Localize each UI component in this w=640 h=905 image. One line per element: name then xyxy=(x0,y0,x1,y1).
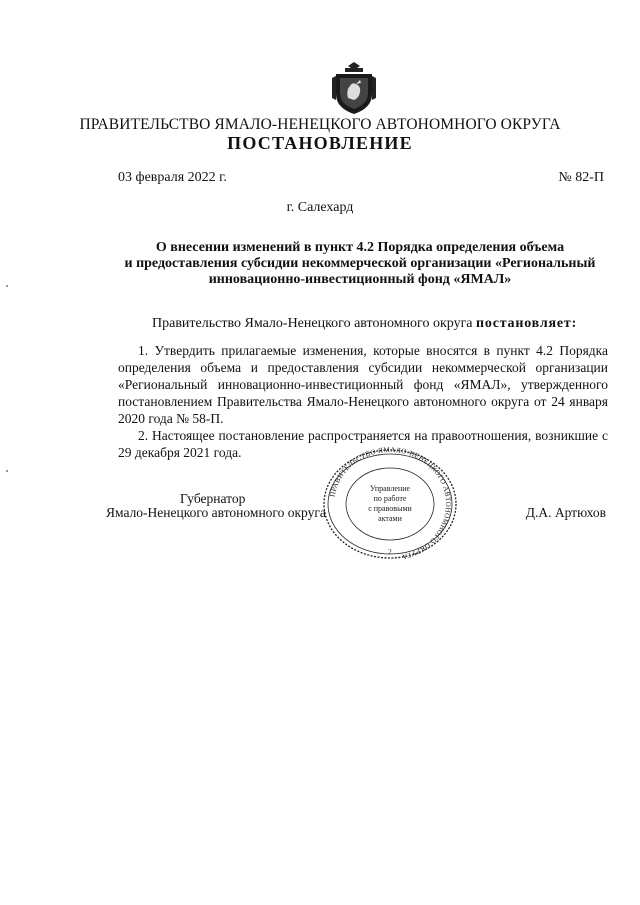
subject-line: и предоставления субсидии некоммерческой организации «Региональный xyxy=(124,256,596,271)
preamble-decree-word: постановляет: xyxy=(476,316,578,331)
scan-margin-mark xyxy=(6,470,8,472)
preamble-text: Правительство Ямало-Ненецкого автономного округа xyxy=(152,316,477,331)
coat-of-arms-icon xyxy=(330,60,378,116)
subject-line: О внесении изменений в пункт 4.2 Порядка определения объема xyxy=(155,240,565,255)
stamp-inner-line: с правовыми xyxy=(368,504,412,513)
subject-line: инновационно-инвестиционный фонд «ЯМАЛ» xyxy=(208,272,512,287)
signer-position: Губернатор xyxy=(180,491,246,506)
document-city: г. Салехард xyxy=(286,200,354,215)
document-subject xyxy=(90,240,630,288)
preamble xyxy=(152,316,577,332)
signer-organization: Ямало-Ненецкого автономного округа xyxy=(106,505,326,520)
stamp-number: 2 xyxy=(388,548,392,556)
stamp-outer-text: ПРАВИТЕЛЬСТВО ЯМАЛО-НЕНЕЦКОГО АВТОНОМНОГО ОКРУГА xyxy=(328,446,453,561)
signer-name: Д.А. Артюхов xyxy=(525,505,606,520)
official-stamp-icon xyxy=(320,446,460,562)
document-number: № 82-П xyxy=(558,170,604,185)
stamp-inner-line: актами xyxy=(378,514,402,523)
document-date: 03 февраля 2022 г. xyxy=(118,170,227,185)
stamp-inner-line: по работе xyxy=(373,494,407,503)
stamp-inner-line: Управление xyxy=(369,484,411,493)
government-title: ПРАВИТЕЛЬСТВО ЯМАЛО-НЕНЕЦКОГО АВТОНОМНОГО ОКРУГА xyxy=(79,116,561,133)
body-paragraph: 1. Утвердить прилагаемые изменения, которые вносятся в пункт 4.2 Порядка определения объема и предоставления субсидии некоммерческой организации «Региональный инновационно-инвестиционный фонд «ЯМАЛ», утвержденного постановлением Правительства Ямало-Ненецкого автономного округа от 24 января 2020 года № 58-П. xyxy=(118,343,608,426)
body-paragraph: 2. Настоящее постановление распространяется на правоотношения, возникшие с 29 декабря 2021 года. xyxy=(118,428,608,460)
document-type: ПОСТАНОВЛЕНИЕ xyxy=(227,133,413,153)
scan-margin-mark xyxy=(6,285,8,287)
document-body xyxy=(118,342,608,461)
